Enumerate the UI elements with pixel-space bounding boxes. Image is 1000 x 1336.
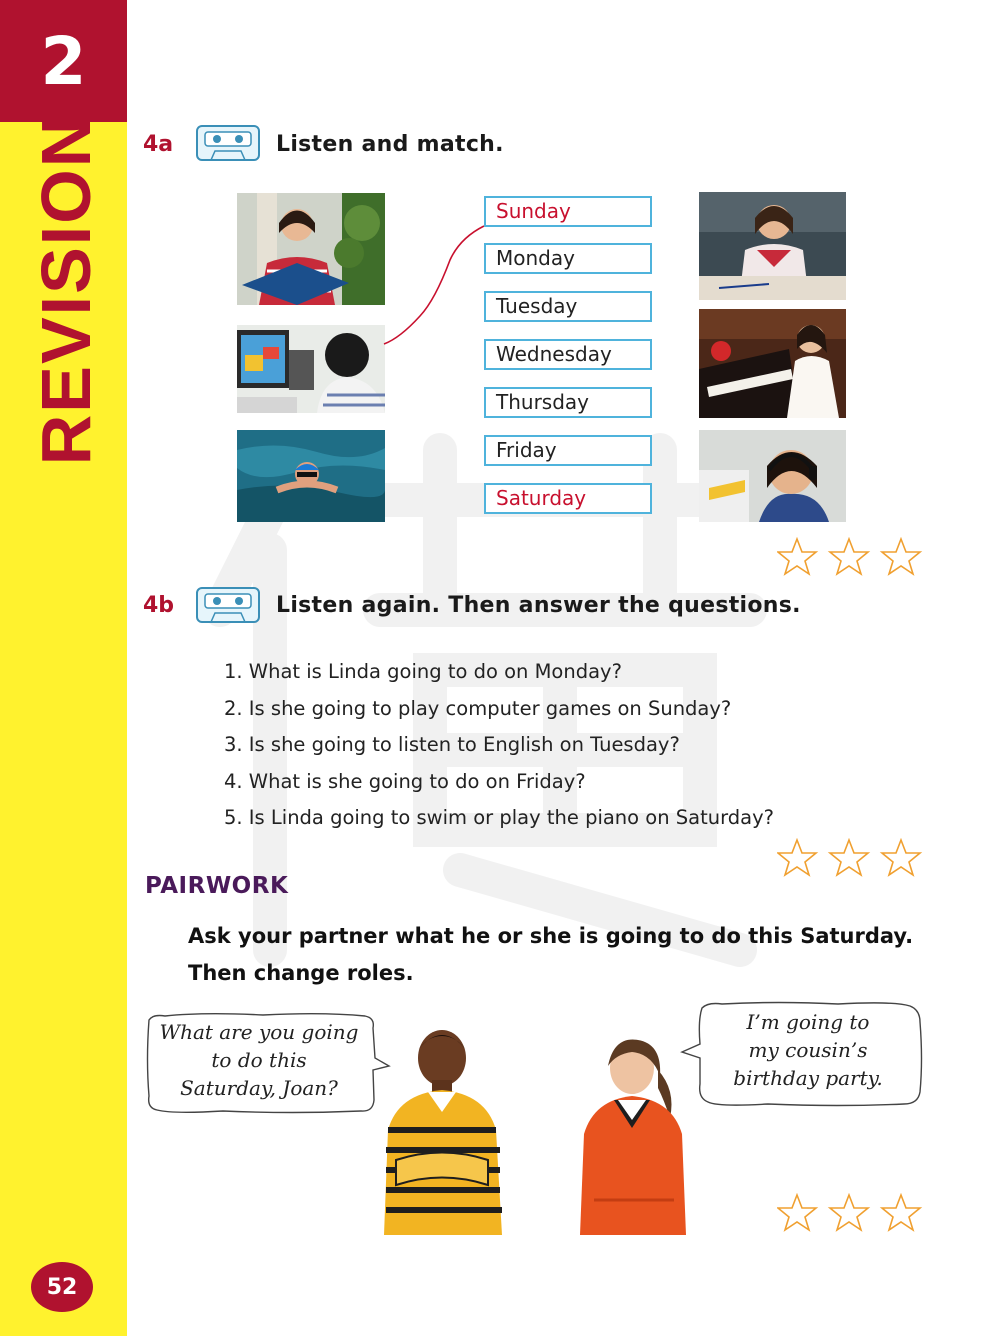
question-item: 1. What is Linda going to do on Monday? — [224, 660, 622, 683]
section-4a-title: Listen and match. — [276, 132, 504, 157]
page-number: 52 — [31, 1262, 93, 1312]
day-box-wednesday[interactable]: Wednesday — [484, 339, 652, 370]
rating-stars-4b[interactable] — [777, 838, 927, 878]
unit-number-box — [0, 0, 127, 122]
girl-computer-photo — [237, 325, 385, 413]
girl-swimming-photo — [237, 430, 385, 522]
speech-bubble-right-text — [710, 1008, 906, 1092]
question-list — [224, 654, 774, 837]
girl-headphones-photo — [699, 430, 846, 522]
day-box-friday[interactable]: Friday — [484, 435, 652, 466]
section-4b-label: 4b — [143, 593, 175, 618]
question-item: 5. Is Linda going to swim or play the piano on Saturday? — [224, 806, 775, 829]
section-4b-title: Listen again. Then answer the questions. — [276, 593, 801, 618]
girl-piano-photo — [699, 309, 846, 418]
match-connector-line — [380, 220, 490, 350]
question-item: 4. What is she going to do on Friday? — [224, 769, 586, 793]
day-box-sunday[interactable]: Sunday — [484, 196, 652, 227]
cassette-tape-icon[interactable] — [195, 123, 261, 163]
unit-number: 2 — [40, 22, 87, 100]
question-item: 2. Is she going to play computer games on Sunday? — [224, 696, 732, 720]
girl-figure — [574, 1030, 692, 1235]
bubble-line: to do this — [211, 1048, 307, 1072]
pairwork-instruction-line: Then change roles. — [188, 961, 414, 985]
day-box-thursday[interactable]: Thursday — [484, 387, 652, 418]
section-4a-label: 4a — [143, 132, 174, 157]
section-word: REVISION — [27, 114, 105, 466]
sidebar-band — [0, 0, 127, 1336]
boy-figure — [376, 1020, 508, 1235]
bubble-line: Saturday, Joan? — [180, 1076, 338, 1100]
speech-bubble-left-text — [150, 1018, 368, 1102]
bubble-line: my cousin’s — [748, 1038, 868, 1062]
bubble-line: I’m going to — [746, 1010, 870, 1034]
rating-stars-4a[interactable] — [777, 537, 927, 577]
pairwork-heading: PAIRWORK — [145, 873, 289, 899]
bubble-line: What are you going — [159, 1020, 359, 1044]
cassette-tape-icon[interactable] — [195, 585, 261, 625]
question-item: 3. Is she going to listen to English on Tuesday? — [224, 733, 680, 756]
rating-stars-pairwork[interactable] — [777, 1193, 927, 1233]
day-box-tuesday[interactable]: Tuesday — [484, 291, 652, 322]
day-box-monday[interactable]: Monday — [484, 243, 652, 274]
pairwork-instruction — [188, 918, 913, 992]
girl-reading-photo — [237, 193, 385, 305]
pairwork-instruction-line: Ask your partner what he or she is going to do this Saturday. — [188, 924, 914, 948]
day-box-saturday[interactable]: Saturday — [484, 483, 652, 514]
bubble-line: birthday party. — [733, 1066, 883, 1090]
girl-writing-photo — [699, 192, 846, 300]
